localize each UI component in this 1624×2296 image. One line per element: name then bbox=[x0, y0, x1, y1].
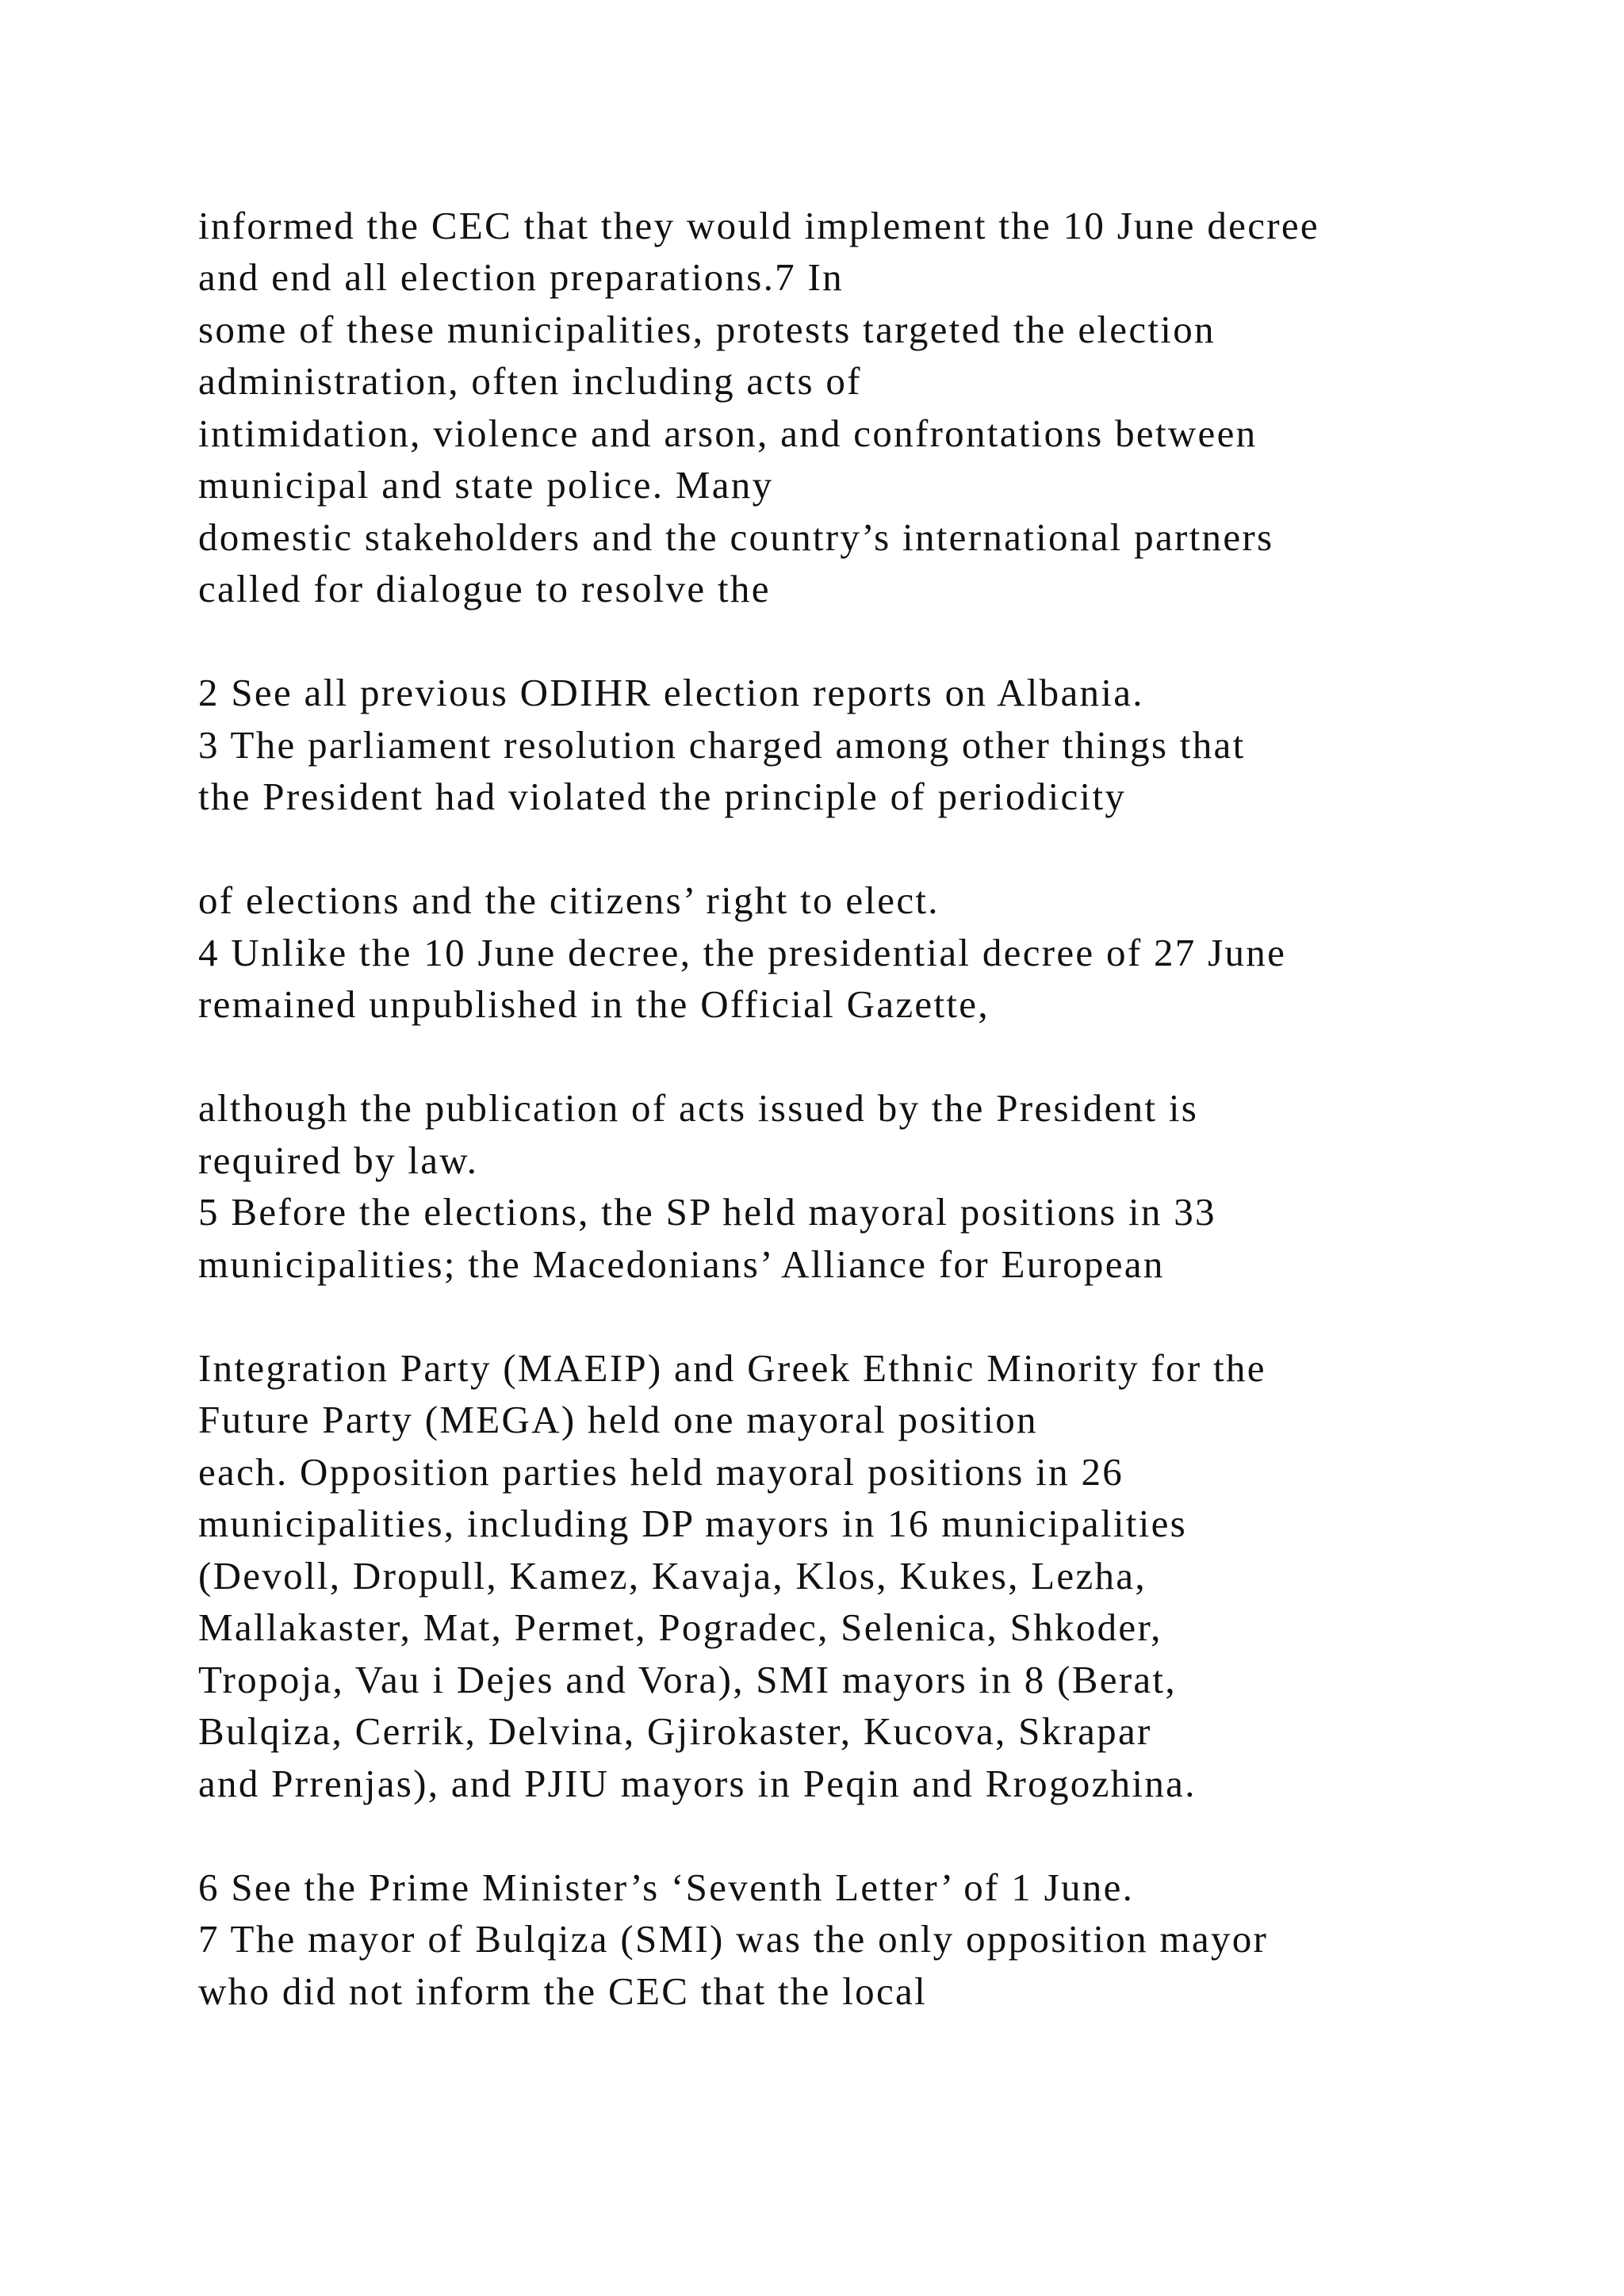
text-line: Bulqiza, Cerrik, Delvina, Gjirokaster, Kucova, Skrapar bbox=[198, 1709, 1152, 1753]
text-line: called for dialogue to resolve the bbox=[198, 567, 771, 610]
text-line: and Prrenjas), and PJIU mayors in Peqin and Rrogozhina. bbox=[198, 1762, 1197, 1805]
text-line: Integration Party (MAEIP) and Greek Ethnic Minority for the bbox=[198, 1346, 1266, 1390]
text-line: intimidation, violence and arson, and confrontations between bbox=[198, 411, 1258, 455]
text-line: remained unpublished in the Official Gazette, bbox=[198, 982, 990, 1026]
text-line: required by law. bbox=[198, 1138, 479, 1182]
text-line: municipalities; the Macedonians’ Alliance for European bbox=[198, 1242, 1165, 1286]
text-line: administration, often including acts of bbox=[198, 359, 862, 403]
text-line: Future Party (MEGA) held one mayoral position bbox=[198, 1398, 1038, 1441]
text-line: each. Opposition parties held mayoral positions in 26 bbox=[198, 1450, 1124, 1494]
footnote-2: 2 See all previous ODIHR election reports on Albania. bbox=[198, 671, 1144, 714]
text-line: Mallakaster, Mat, Permet, Pogradec, Selenica, Shkoder, bbox=[198, 1605, 1162, 1649]
footnote-3: 3 The parliament resolution charged among other things that bbox=[198, 723, 1246, 767]
footnote-7: 7 The mayor of Bulqiza (SMI) was the only opposition mayor bbox=[198, 1917, 1269, 1961]
text-line: although the publication of acts issued by the President is bbox=[198, 1086, 1199, 1130]
footnote-4: 4 Unlike the 10 June decree, the presidential decree of 27 June bbox=[198, 931, 1287, 974]
text-line: municipal and state police. Many bbox=[198, 463, 774, 507]
text-line: the President had violated the principle of periodicity bbox=[198, 775, 1127, 818]
text-line: (Devoll, Dropull, Kamez, Kavaja, Klos, Kukes, Lezha, bbox=[198, 1554, 1147, 1598]
footnote-6: 6 See the Prime Minister’s ‘Seventh Letter’ of 1 June. bbox=[198, 1866, 1135, 1909]
text-line: Tropoja, Vau i Dejes and Vora), SMI mayors in 8 (Berat, bbox=[198, 1658, 1177, 1701]
text-line: domestic stakeholders and the country’s international partners bbox=[198, 515, 1274, 559]
text-line: who did not inform the CEC that the local bbox=[198, 1969, 927, 2013]
footnote-5: 5 Before the elections, the SP held mayoral positions in 33 bbox=[198, 1190, 1216, 1234]
text-line: municipalities, including DP mayors in 16 municipalities bbox=[198, 1502, 1188, 1545]
text-line: and end all election preparations.7 In bbox=[198, 255, 844, 299]
text-line: of elections and the citizens’ right to elect. bbox=[198, 878, 940, 922]
text-line: informed the CEC that they would implement the 10 June decree bbox=[198, 204, 1320, 247]
text-line: some of these municipalities, protests targeted the election bbox=[198, 308, 1216, 351]
